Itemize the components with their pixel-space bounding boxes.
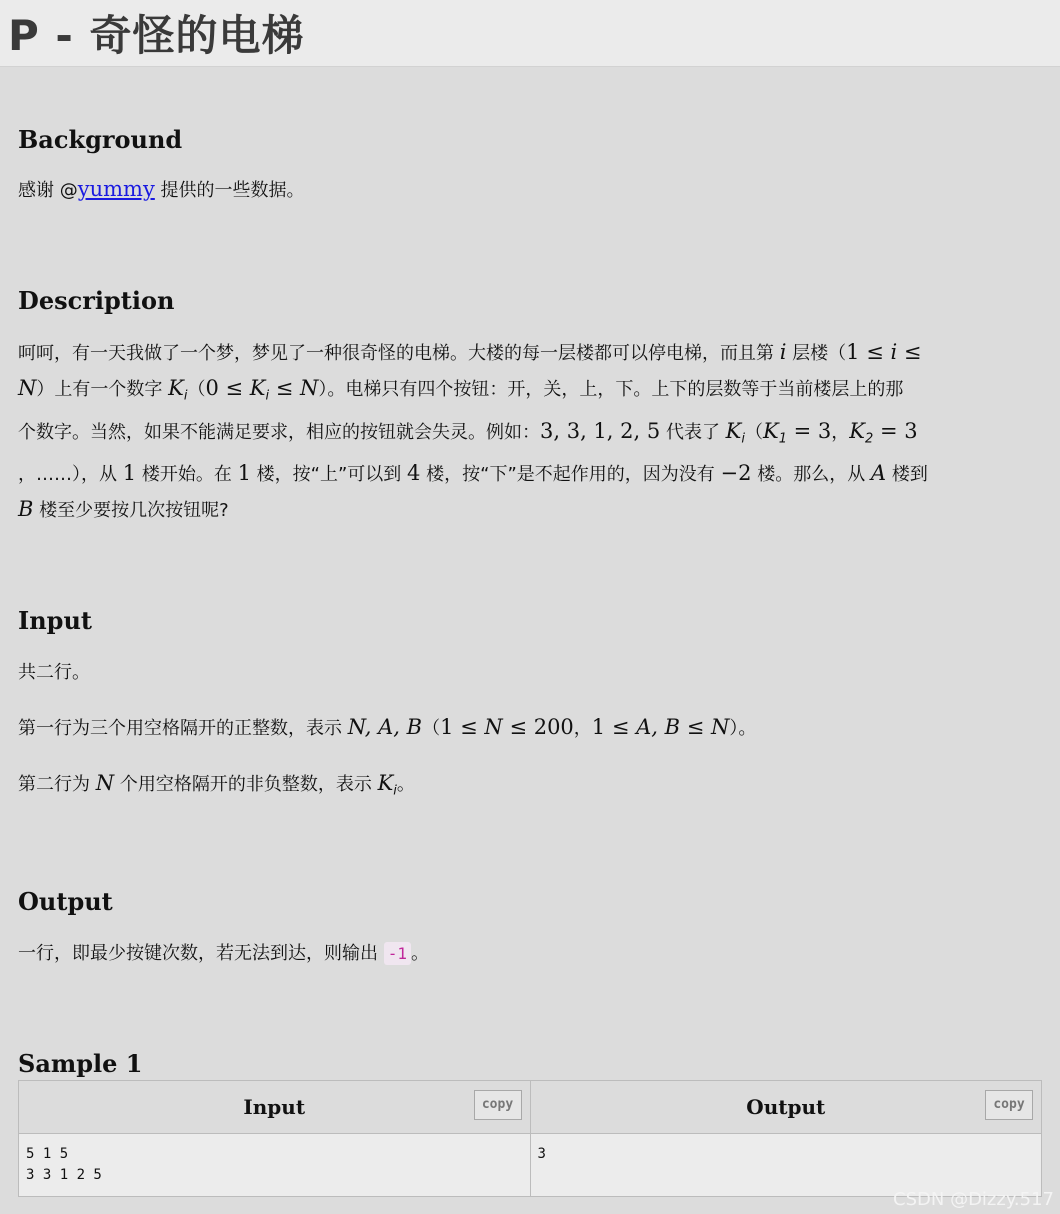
sample-input-header [19,1080,531,1133]
text: 楼，按“上”可以到 [250,464,408,486]
math: K [849,418,865,443]
math: −2 [720,461,752,486]
text: 楼。那么，从 [751,464,871,486]
sample-table [18,1080,1042,1197]
math: 0 ≤ [205,376,250,400]
math-subscript: 1 [778,431,787,447]
math: ≤ [269,376,301,400]
text: 一行，即最少按键次数，若无法到达，则输出 [18,942,384,964]
math: 1 [237,461,251,486]
text: （ [745,421,763,443]
text: 个用空格隔开的非负整数，表示 [114,774,378,796]
math: 3, 3, 1, 2, 5 [540,418,661,443]
copy-output-button[interactable]: copy [985,1090,1033,1120]
description-heading: Description [18,286,175,315]
watermark: CSDN @Dizzy.517 [893,1189,1054,1210]
description-line [18,335,1042,371]
math: K [725,418,742,443]
copy-input-button[interactable]: copy [474,1090,522,1120]
sample-output-data: 3 [530,1133,1042,1196]
text: ）。电梯只有四个按钮：开，关，上，下。上下的层数等于当前楼层上的那 [318,379,904,400]
math: i [890,340,898,364]
math: A, B [636,715,681,740]
sample-header-row [19,1080,1042,1133]
text: 。 [411,942,429,964]
description-text [18,335,1042,528]
text: ， [831,421,850,443]
math: A [870,461,887,486]
problem-content [0,125,1060,1197]
math-subscript: i [393,783,397,799]
math: ≤ [897,340,922,364]
input-p2 [18,710,1042,746]
sample-input-data: 5 1 5 3 3 1 2 5 [19,1133,531,1196]
math-subscript: i [265,388,270,404]
math: ≤ [680,715,712,740]
math: = 3 [873,418,918,443]
math: 1 ≤ [846,340,891,364]
output-heading: Output [18,886,113,916]
description-line [18,371,1042,414]
input-heading: Input [18,606,92,636]
sample-output-header-label: Output [746,1094,826,1119]
math: 1 ≤ [440,715,485,740]
sample-heading: Sample 1 [18,1048,143,1078]
text: ， [573,718,592,740]
page-title: P - 奇怪的电梯 [8,11,305,60]
text: 第二行为 [18,774,96,796]
text: ）。 [729,718,757,740]
text: 楼，按“下”是不起作用的，因为没有 [420,464,721,486]
background-text-after: 提供的一些数据。 [154,180,305,201]
math: 4 [407,461,421,486]
text: （ [187,379,206,400]
description-line [18,414,1042,457]
math-subscript: i [183,388,188,404]
output-code: -1 [384,942,411,965]
math: i [779,340,787,364]
math: N [18,376,37,400]
background-text-before: 感谢 @ [18,180,78,201]
background-heading: Background [18,125,183,154]
description-line [18,492,1042,528]
sample-input-header-label: Input [243,1094,306,1119]
description-line [18,456,1042,492]
math: B [18,497,34,522]
text: （ [422,718,441,740]
math: ≤ 200 [502,715,574,740]
sample-data-row [19,1133,1042,1196]
sample-output-header [530,1080,1042,1133]
text: 代表了 [660,421,726,443]
math: K [377,771,394,796]
math: 1 [122,461,137,486]
text: 层楼（ [786,343,847,364]
text: ）上有一个数字 [36,379,169,400]
math: K [763,418,779,443]
text: 。 [396,774,415,796]
math: 1 ≤ [591,715,637,740]
text: 呵呵，有一天我做了一个梦，梦见了一种很奇怪的电梯。大楼的每一层楼都可以停电梯，而且第 [18,343,780,364]
math: = 3 [786,418,832,443]
math: N [95,771,115,796]
text: 楼开始。在 [136,464,238,486]
input-p1: 共二行。 [18,662,90,684]
text: 第一行为三个用空格隔开的正整数，表示 [18,718,348,740]
math-subscript: 2 [865,431,874,447]
math: N [300,376,319,400]
math: N, A, B [347,715,423,740]
output-text [18,936,1042,971]
text: 个数字。当然，如果不能满足要求，相应的按钮就会失灵。例如： [18,421,540,443]
yummy-link[interactable]: yummy [77,177,155,201]
math: K [249,376,266,400]
input-p3 [18,766,1042,809]
math: N [484,715,503,740]
title-bar [0,0,1060,67]
math: K [168,376,184,400]
background-text [18,172,1042,208]
text: ，……），从 [18,464,123,486]
math-subscript: i [741,431,745,447]
text: 楼到 [886,464,928,486]
text: 楼至少要按几次按钮呢? [33,500,229,522]
math: N [711,715,730,740]
